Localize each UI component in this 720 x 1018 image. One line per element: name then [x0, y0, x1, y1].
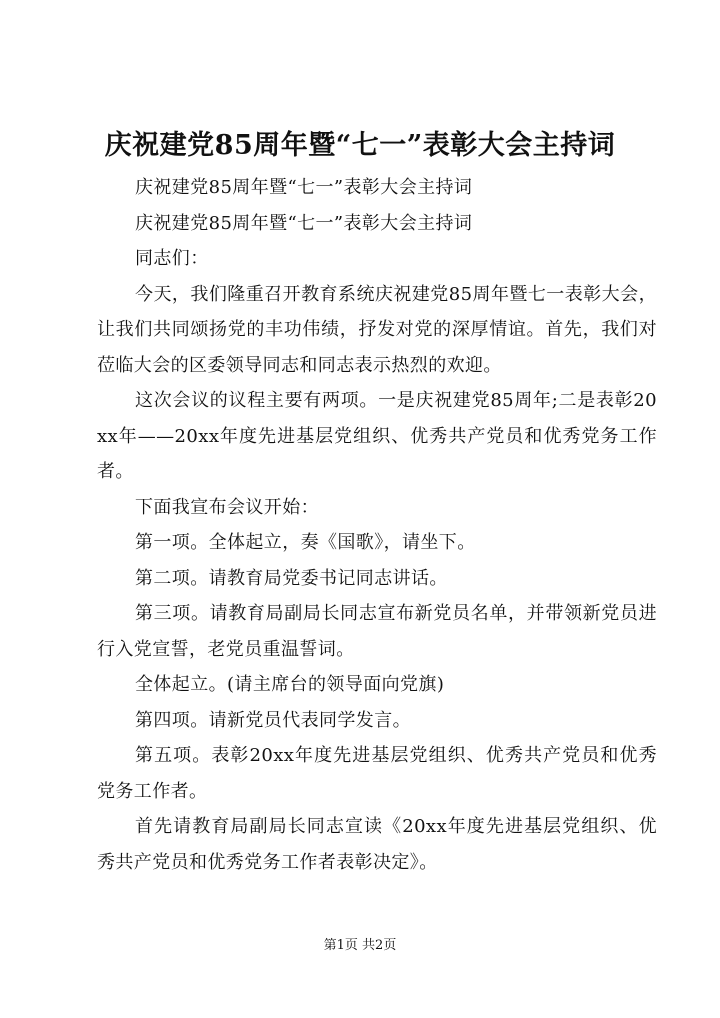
paragraph: 第五项。表彰20xx年度先进基层党组织、优秀共产党员和优秀党务工作者。 [97, 745, 657, 802]
paragraph: 第二项。请教育局党委书记同志讲话。 [135, 567, 448, 589]
paragraph: 第一项。全体起立，奏《国歌》，请坐下。 [135, 532, 476, 553]
paragraph: 庆祝建党85周年暨“七一”表彰大会主持词 [135, 212, 473, 234]
paragraph: 全体起立。(请主席台的领导面向党旗) [135, 674, 445, 695]
document-body [97, 170, 657, 880]
paragraph: 第三项。请教育局副局长同志宣布新党员名单，并带领新党员进行入党宣誓，老党员重温誓词。 [97, 603, 657, 660]
document-title: 庆祝建党85周年暨“七一”表彰大会主持词 [104, 130, 616, 161]
paragraph: 首先请教育局副局长同志宣读《20xx年度先进基层党组织、优秀共产党员和优秀党务工作者表彰决定》。 [97, 816, 657, 873]
paragraph: 第四项。请新党员代表同学发言。 [135, 709, 411, 731]
page-footer: 第1页 共2页 [323, 938, 397, 953]
paragraph: 下面我宣布会议开始： [135, 496, 319, 518]
paragraph: 这次会议的议程主要有两项。一是庆祝建党85周年;二是表彰20xx年——20xx年度先进基层党组织、优秀共产党员和优秀党务工作者。 [97, 390, 657, 482]
paragraph: 庆祝建党85周年暨“七一”表彰大会主持词 [135, 177, 473, 198]
paragraph: 同志们： [135, 248, 209, 269]
paragraph: 今天，我们隆重召开教育系统庆祝建党85周年暨七一表彰大会，让我们共同颂扬党的丰功伟绩，抒发对党的深厚情谊。首先，我们对莅临大会的区委领导同志和同志表示热烈的欢迎。 [97, 283, 657, 376]
